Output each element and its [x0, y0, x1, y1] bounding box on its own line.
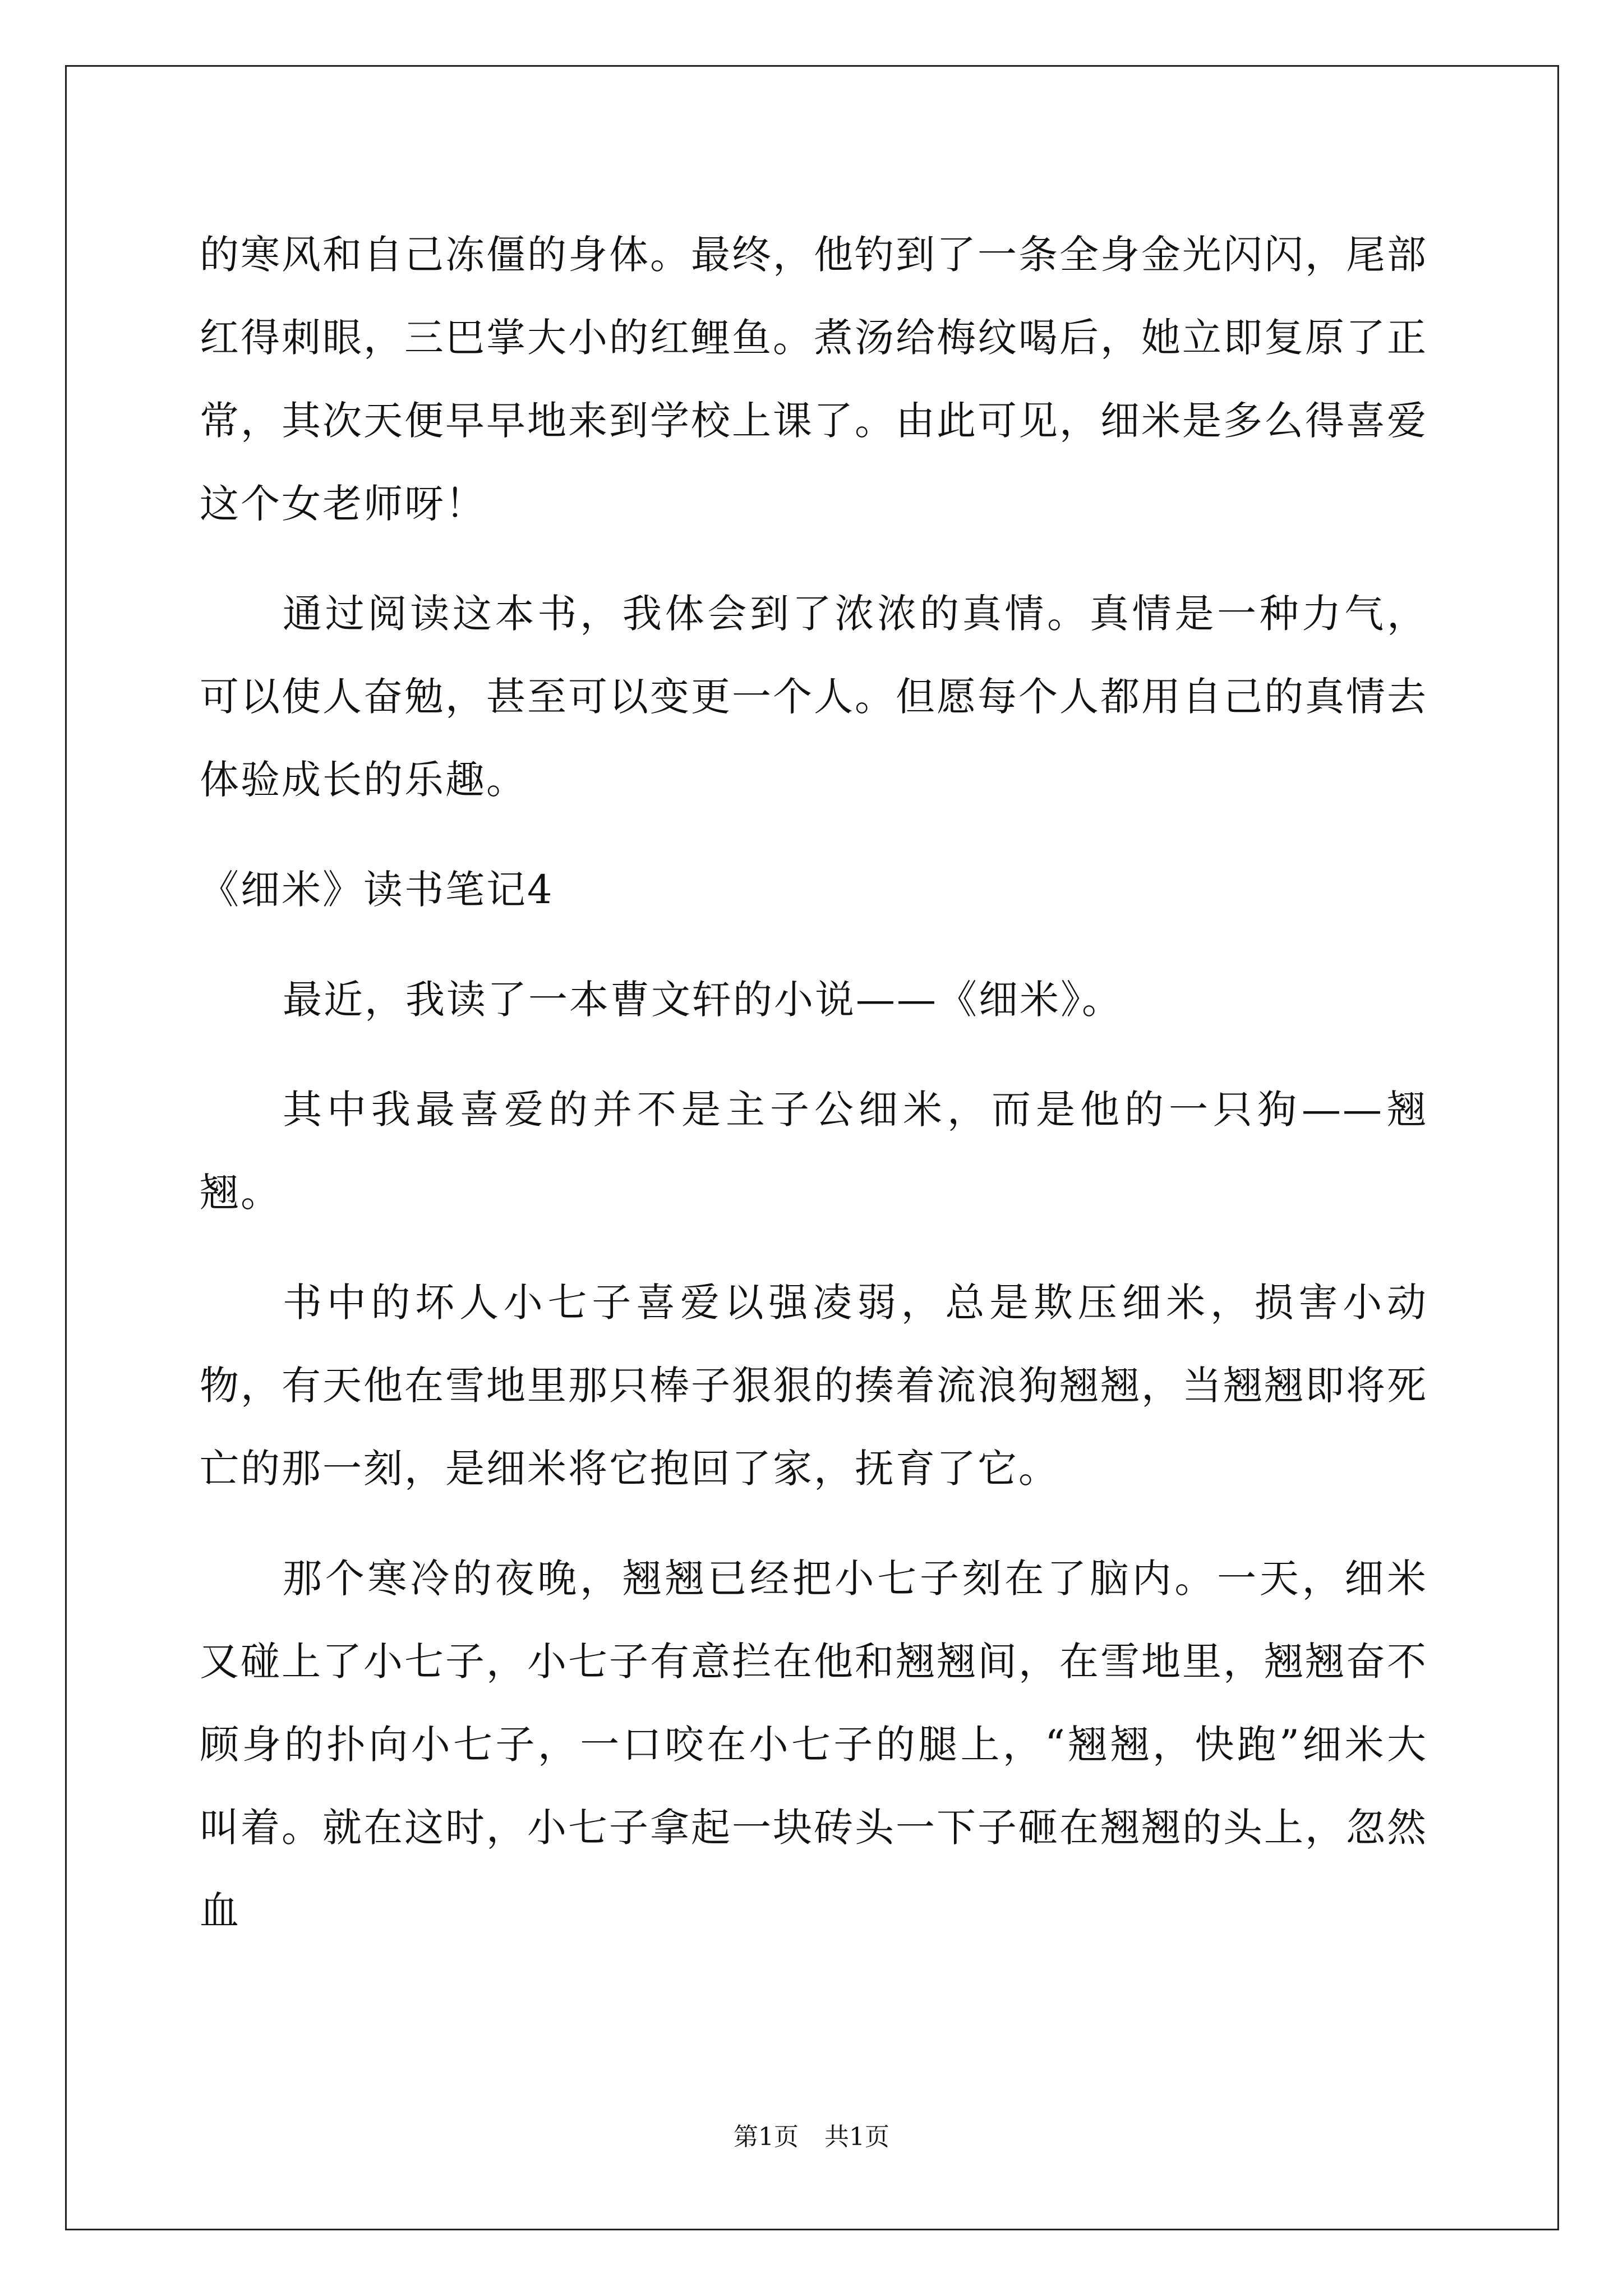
document-body: [200, 213, 1428, 1979]
paragraph: 其中我最喜爱的并不是主子公细米，而是他的一只狗——翘翘。: [200, 1087, 1428, 1216]
paragraph: 书中的坏人小七子喜爱以强凌弱，总是欺压细米，损害小动物，有天他在雪地里那只棒子狠狠的揍着流浪狗翘翘，当翘翘即将死亡的那一刻，是细米将它抱回了家，抚育了它。: [200, 1280, 1428, 1492]
paragraph: 的寒风和自己冻僵的身体。最终，他钓到了一条全身金光闪闪，尾部红得刺眼，三巴掌大小的红鲤鱼。煮汤给梅纹喝后，她立即复原了正常，其次天便早早地来到学校上课了。由此可见，细米是多么得喜爱这个女老师呀！: [200, 232, 1428, 527]
page-number: 第1页: [734, 2123, 799, 2151]
paragraph: 那个寒冷的夜晚，翘翘已经把小七子刻在了脑内。一天，细米又碰上了小七子，小七子有意拦在他和翘翘间，在雪地里，翘翘奋不顾身的扑向小七子，一口咬在小七子的腿上，“翘翘，快跑”细米大叫着。就在这时，小七子拿起一块砖头一下子砸在翘翘的头上，忽然血: [200, 1556, 1428, 1934]
paragraph: 最近，我读了一本曹文轩的小说——《细米》。: [283, 977, 1123, 1023]
paragraph: 通过阅读这本书，我体会到了浓浓的真情。真情是一种力气，可以使人奋勉，甚至可以变更一个人。但愿每个人都用自己的真情去体验成长的乐趣。: [200, 591, 1428, 803]
section-heading: 《细米》读书笔记4: [200, 867, 554, 913]
page-total: 共1页: [824, 2123, 889, 2151]
page-footer: [0, 2120, 1623, 2154]
